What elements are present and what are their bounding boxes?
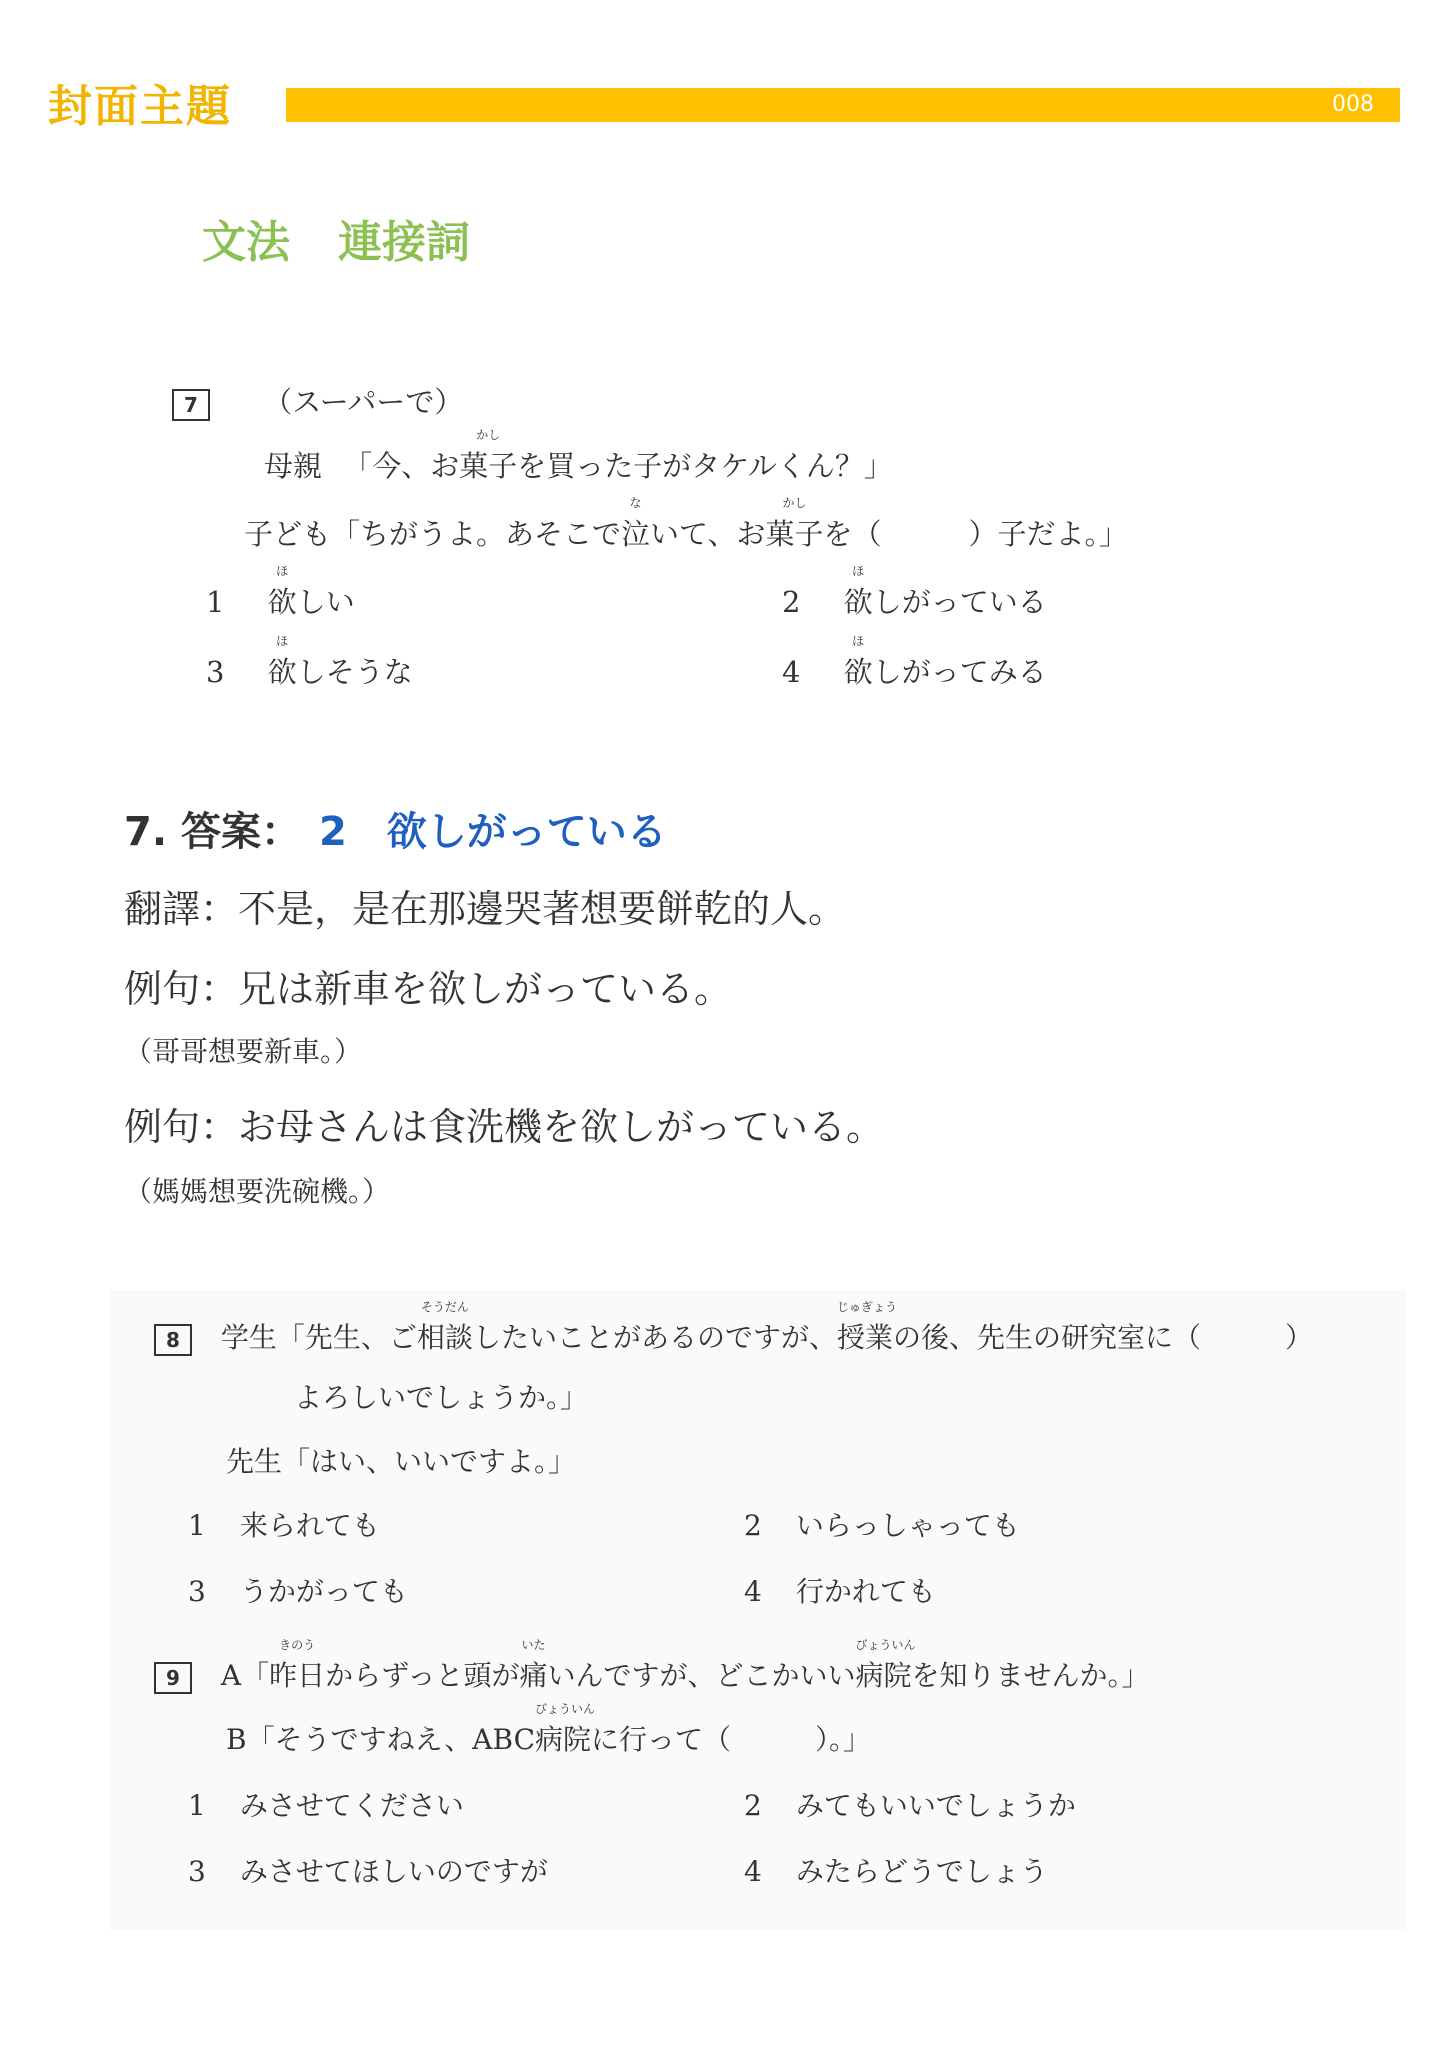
option-text: みたらどうでしょう: [795, 1855, 1048, 1888]
option-text: しがってみる: [872, 655, 1047, 689]
ruby-word: [855, 1638, 916, 1694]
q7-option-4: [782, 634, 1047, 691]
question-number-badge: 9: [154, 1662, 192, 1694]
answer-label: 7. 答案：: [124, 809, 301, 855]
ruby-base: 病院: [855, 1659, 912, 1692]
ruby-text: そうだん: [420, 1300, 469, 1314]
answer-choice-number: 2: [318, 809, 347, 855]
q9-line1-pre: A「: [220, 1659, 270, 1692]
header-bar: [286, 88, 1400, 122]
q8-option-4: [744, 1570, 936, 1610]
q9-option-2: [744, 1784, 1076, 1824]
option-text: しがっている: [872, 585, 1047, 619]
option-text: みさせてほしいのですが: [239, 1855, 548, 1888]
question-8: [154, 1300, 1404, 1616]
example-sentence-1: 例句：兄は新車を欲しがっている。: [124, 967, 733, 1011]
q7-line2-pre: 「ちがうよ。あそこで: [331, 517, 622, 551]
option-number: 1: [206, 585, 225, 619]
option-number: 3: [206, 655, 225, 689]
option-number: 1: [188, 1789, 206, 1822]
example-translation-1: （哥哥想要新車。）: [124, 1035, 363, 1068]
ruby-text: じゅぎょう: [836, 1300, 897, 1314]
option-number: 3: [188, 1855, 206, 1888]
ruby-word: [843, 564, 873, 621]
q9-option-1: [188, 1784, 464, 1824]
page-number: 008: [1332, 92, 1374, 117]
ruby-text: いた: [521, 1638, 546, 1652]
option-text: みさせてください: [239, 1789, 464, 1822]
ruby-word: [416, 1300, 473, 1356]
ruby-text: ほ: [852, 634, 865, 648]
ruby-word: [765, 496, 824, 553]
q7-option-1: [206, 564, 355, 621]
question-number-badge: 7: [172, 389, 210, 421]
q7-speaker-child: 子ども: [244, 517, 332, 551]
option-number: 4: [744, 1855, 762, 1888]
option-number: 2: [744, 1789, 762, 1822]
ruby-word: [267, 564, 297, 621]
ruby-base: 欲: [267, 655, 297, 689]
page-header: [48, 78, 1400, 138]
q9-line1-post: を知りませんか。」: [911, 1659, 1150, 1692]
ruby-word: [269, 1638, 326, 1694]
example-translation-2: （媽媽想要洗碗機。）: [124, 1175, 391, 1208]
option-text: うかがっても: [239, 1575, 408, 1608]
answer-choice-text: 欲しがっている: [386, 809, 667, 855]
option-number: 3: [188, 1575, 206, 1608]
ruby-text: な: [629, 496, 642, 510]
option-text: しい: [296, 585, 355, 619]
q7-option-3: [206, 634, 413, 691]
q9-line2-pre: B「そうですねえ、ABC: [226, 1723, 535, 1756]
q8-line1b: よろしいでしょうか。」: [294, 1381, 589, 1414]
option-number: 2: [782, 585, 801, 619]
q8-line1-pre: 学生「先生、ご: [220, 1321, 417, 1354]
q8-option-1: [188, 1504, 380, 1544]
q9-line1-mid1: からずっと頭が: [325, 1659, 520, 1692]
q7-line2-post: を（ ）子だよ。」: [823, 517, 1128, 551]
q7-context: （スーパーで）: [263, 385, 464, 419]
ruby-word: [267, 634, 297, 691]
ruby-text: かし: [476, 428, 501, 442]
ruby-text: ほ: [276, 634, 289, 648]
ruby-word: [843, 634, 873, 691]
ruby-base: 痛: [519, 1659, 548, 1692]
answer-translation: 翻譯：不是，是在那邊哭著想要餅乾的人。: [124, 887, 847, 931]
q9-option-3: [188, 1850, 548, 1890]
ruby-base: 泣: [621, 517, 651, 551]
header-title: 封面主題: [48, 81, 232, 132]
ruby-base: 菓子: [765, 517, 824, 551]
ruby-base: 欲: [843, 655, 873, 689]
section-title-part1: 文法: [202, 217, 290, 268]
ruby-text: きのう: [279, 1638, 316, 1652]
ruby-text: かし: [782, 496, 807, 510]
ruby-base: 相談: [416, 1321, 473, 1354]
question-7: [172, 380, 1272, 700]
q9-line2-post: に行って（ ）。」: [591, 1723, 872, 1756]
q9-line1: [154, 1638, 1150, 1694]
option-text: みてもいいでしょうか: [795, 1789, 1076, 1822]
option-number: 1: [188, 1509, 206, 1542]
q7-line1-pre: 「今、お: [343, 449, 460, 483]
q9-option-4: [744, 1850, 1048, 1890]
option-text: 来られても: [239, 1509, 380, 1542]
ruby-base: 昨日: [269, 1659, 326, 1692]
section-title-part2: 連接詞: [338, 217, 470, 268]
ruby-word: [621, 496, 651, 553]
option-text: しそうな: [296, 655, 413, 689]
ruby-base: 授業: [836, 1321, 893, 1354]
option-text: 行かれても: [795, 1575, 936, 1608]
q8-line1-mid: したいことがあるのですが、: [472, 1321, 837, 1354]
q7-option-2: [782, 564, 1047, 621]
q7-line2: [244, 496, 1128, 553]
option-number: 2: [744, 1509, 762, 1542]
ruby-base: 菓子: [459, 449, 518, 483]
ruby-text: びょういん: [535, 1702, 596, 1716]
ruby-base: 欲: [843, 585, 873, 619]
q9-line1-mid2: いんですが、どこかいい: [547, 1659, 856, 1692]
q8-option-2: [744, 1504, 1020, 1544]
ruby-base: 欲: [267, 585, 297, 619]
answer-heading: [124, 800, 667, 857]
q8-line2: 先生「はい、いいですよ。」: [226, 1445, 577, 1478]
q7-line1: [264, 428, 893, 485]
ruby-word: [459, 428, 518, 485]
ruby-word: [836, 1300, 897, 1356]
ruby-text: びょういん: [855, 1638, 916, 1652]
ruby-text: ほ: [276, 564, 289, 578]
q8-line1-post: の後、先生の研究室に（ ）: [892, 1321, 1313, 1354]
q7-speaker-mother: 母親: [264, 449, 323, 483]
question-number-badge: 8: [154, 1324, 192, 1356]
q7-line1-post: を買った子がタケルくん？」: [517, 449, 893, 483]
option-number: 4: [782, 655, 801, 689]
question-9: [154, 1638, 1404, 1914]
q9-line2: [226, 1702, 872, 1758]
q8-option-3: [188, 1570, 408, 1610]
example-sentence-2: 例句：お母さんは食洗機を欲しがっている。: [124, 1105, 885, 1149]
q7-line2-mid: いて、お: [650, 517, 766, 551]
ruby-base: 病院: [535, 1723, 592, 1756]
option-number: 4: [744, 1575, 762, 1608]
option-text: いらっしゃっても: [795, 1509, 1020, 1542]
q7-header-line: [172, 380, 463, 421]
ruby-text: ほ: [852, 564, 865, 578]
section-title: [202, 206, 518, 270]
q8-line1: [154, 1300, 1313, 1356]
ruby-word: [519, 1638, 548, 1694]
ruby-word: [535, 1702, 596, 1758]
answer-choice: [319, 809, 667, 855]
